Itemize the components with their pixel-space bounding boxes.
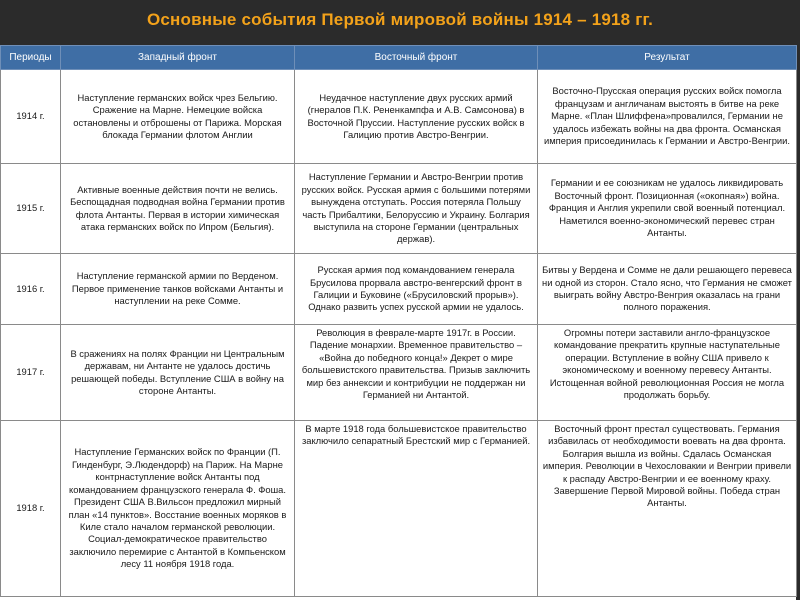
western-front-cell: Наступление Германских войск по Франции (П. Гинденбург, Э.Людендорф) на Париж. На Марне контрнаступление войск Антанты под командованием французского генерала Ф. Фоша. Президент США В.Вильсон предложил мирный план «14 пунктов». Восстание военных моряков в Киле стало началом германской революции. Социал-демократическое правительство заключило перемирие с Антантой в Компьенском лесу 11 ноября 1918 года. (61, 421, 295, 597)
western-front-cell: Наступление германских войск чрез Бельгию. Сражение на Марне. Немецкие войска остановлены и отброшены от Парижа. Морская блокада Германии флотом Англии (61, 70, 295, 164)
eastern-front-cell: Революция в феврале-марте 1917г. в России. Падение монархии. Временное правительство – «Война до победного конца!» Декрет о мире большевистского правительства. Призыв заключить мир без аннексии и контрибуции не поддержан ни Германией ни Антантой. (295, 325, 538, 421)
western-front-cell: Наступление германской армии по Верденом. Первое применение танков войсками Антанты и наступлении на реке Сомме. (61, 254, 295, 325)
header-periods: Периоды (1, 46, 61, 70)
eastern-front-cell: Неудачное наступление двух русских армий (гнералов П.К. Рененкампфа и А.В. Самсонова) в Восточной Пруссии. Наступление русских войск в Галицию против Австро-Венгрии. (295, 70, 538, 164)
table-row (1, 325, 797, 421)
eastern-front-cell: В марте 1918 года большевистское правительство заключило сепаратный Брестский мир с Германией. (295, 421, 538, 597)
result-cell: Огромны потери заставили англо-французское командование прекратить крупные наступательные операции. Вступление в войну США привело к экономическому и военному перевесу Антанты. Истощенная войной революционная Россия не могла продолжать борьбу. (538, 325, 797, 421)
period-cell: 1914 г. (1, 70, 61, 164)
events-table (0, 45, 797, 597)
table-row (1, 421, 797, 597)
western-front-cell: В сражениях на полях Франции ни Центральным державам, ни Антанте не удалось достичь решающей победы. Вступление США в войну на стороне Антанты. (61, 325, 295, 421)
result-cell: Восточно-Прусская операция русских войск помогла французам и англичанам выстоять в битве на реке Марне. «План Шлиффена»провалился, Германии не удалось избежать войны на два фронта. Османская империя присоединилась к Германии и Австро-Венгрии. (538, 70, 797, 164)
table-row (1, 254, 797, 325)
table-header-row (1, 46, 797, 70)
page-title: Основные события Первой мировой войны 1914 – 1918 гг. (146, 10, 654, 29)
events-table-container (0, 45, 796, 600)
result-cell: Германии и ее союзникам не удалось ликвидировать Восточный фронт. Позиционная («окопная») война. Франция и Англия укрепили свой военный потенциал. Наметился военно-экономический перевес стран Антанты. (538, 164, 797, 254)
table-row (1, 164, 797, 254)
period-cell: 1917 г. (1, 325, 61, 421)
eastern-front-cell: Русская армия под командованием генерала Брусилова прорвала австро-венгерский фронт в Галиции и Буковине («Брусиловский прорыв»). Однако развить успех русской армии не удалось. (295, 254, 538, 325)
result-cell: Восточный фронт престал существовать. Германия избавилась от необходимости воевать на два фронта. Болгария вышла из войны. Сдалась Османская империя. Революции в Чехословакии и Венгрии привели к распаду Австро-Венгрии и ее военному краху. Завершение Первой Мировой войны. Победа стран Антанты. (538, 421, 797, 597)
result-cell: Битвы у Вердена и Сомме не дали решающего перевеса ни одной из сторон. Стало ясно, что Германия не сможет выиграть войну Австро-Венгрия оказалась на грани полного поражения. (538, 254, 797, 325)
period-cell: 1915 г. (1, 164, 61, 254)
header-western-front: Западный фронт (61, 46, 295, 70)
header-result: Результат (538, 46, 797, 70)
table-row (1, 70, 797, 164)
header-eastern-front: Восточный фронт (295, 46, 538, 70)
western-front-cell: Активные военные действия почти не велись. Беспощадная подводная война Германии против флота Антанты. Первая в истории химическая атака германских войск по Ипром (Бельгия). (61, 164, 295, 254)
period-cell: 1916 г. (1, 254, 61, 325)
eastern-front-cell: Наступление Германии и Австро-Венгрии против русских войск. Русская армия с большими потерями вынуждена отступать. Россия потеряла Польшу часть Прибалтики, Белоруссию и Украину. Болгария выступила на стороне Германии (центральных держав). (295, 164, 538, 254)
period-cell: 1918 г. (1, 421, 61, 597)
